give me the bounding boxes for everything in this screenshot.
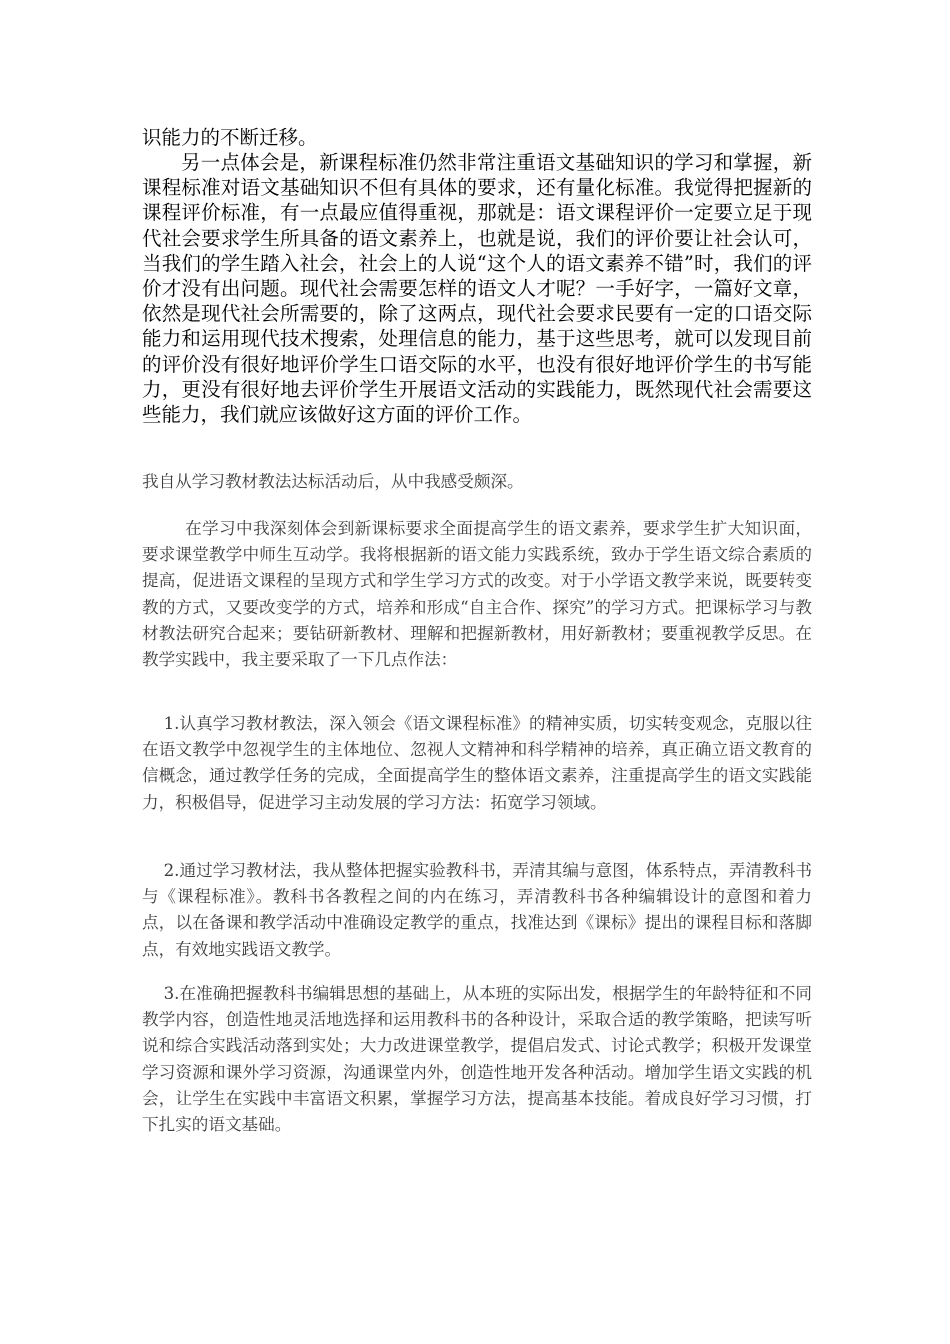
paragraph-evaluation-standards: 另一点体会是，新课程标准仍然非常注重语文基础知识的学习和掌握，新课程标准对语文基础知识不但有具体的要求，还有量化标准。我觉得把握新的课程评价标准，有一点最应值得重视，那就是：语文课程评价一定要立足于现代社会要求学生所具备的语文素养上，也就是说，我们的评价要让社会认可，当我们的学生踏入社会，社会上的人说“这个人的语文素养不错”时，我们的评价才没有出问题。现代社会需要怎样的语文人才呢？一手好字，一篇好文章，依然是现代社会所需要的，除了这两点，现代社会要求民要有一定的口语交际能力和运用现代技术搜索，处理信息的能力，基于这些思考，就可以发现目前的评价没有很好地评价学生口语交际的水平，也没有很好地评价学生的书写能力，更没有很好地去评价学生开展语文活动的实践能力，既然现代社会需要这些能力，我们就应该做好这方面的评价工作。 <box>142 151 812 427</box>
paragraph-learning-experience: 在学习中我深刻体会到新课标要求全面提高学生的语文素养，要求学生扩大知识面，要求课堂教学中师生互动学。我将根据新的语文能力实践系统，致办于学生语文综合素质的提高，促进语文课程的呈现方式和学生学习方式的改变。对于小学语文教学来说，既要转变教的方式，又要改变学的方式，培养和形成“自主合作、探究”的学习方式。把课标学习与教材教法研究合起来；要钻研新教材、理解和把握新教材，用好新教材；要重视教学反思。在教学实践中，我主要采取了一下几点作法： <box>142 519 812 670</box>
paragraph-intro: 我自从学习教材教法达标活动后，从中我感受颇深。 <box>142 472 524 491</box>
list-item-3: 3.在准确把握教科书编辑思想的基础上，从本班的实际出发，根据学生的年龄特征和不同教学内容，创造性地灵活地选择和运用教科书的各种设计，采取合适的教学策略，把读写听说和综合实践活动落到实处；大力改进课堂教学，提倡启发式、讨论式教学；积极开发课堂学习资源和课外学习资源，沟通课堂内外，创造性地开发各种活动。增加学生语文实践的机会，让学生在实践中丰富语文积累，掌握学习方法，提高基本技能。着成良好学习习惯，打下扎实的语文基础。 <box>142 984 812 1135</box>
list-item-1: 1.认真学习教材教法，深入领会《语文课程标准》的精神实质，切实转变观念，克服以往在语文教学中忽视学生的主体地位、忽视人文精神和科学精神的培养，真正确立语文教育的信概念，通过教学任务的完成，全面提高学生的整体语文素养，注重提高学生的语文实践能力，积极倡导，促进学习主动发展的学习方法：拓宽学习领域。 <box>142 714 812 812</box>
list-item-2: 2.通过学习教材法，我从整体把握实验教科书，弄清其编与意图，体系特点，弄清教科书与《课程标准》。教科书各教程之间的内在练习，弄清教科书各种编辑设计的意图和着力点，以在备课和教学活动中准确设定教学的重点，找准达到《课标》提出的课程目标和落脚点，有效地实践语文教学。 <box>142 861 812 959</box>
paragraph-continuation: 识能力的不断迁移。 <box>142 126 318 149</box>
